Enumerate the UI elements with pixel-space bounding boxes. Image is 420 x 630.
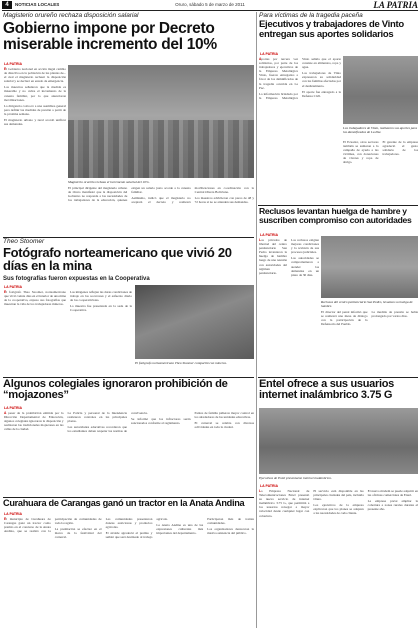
headline: Gobierno impone por Decreto miserable incremento del 10% xyxy=(3,21,217,53)
divider xyxy=(3,497,254,498)
body-text: El fotógrafo Theo Stoomer, norteamericano que vivió veinte días en el interior de una mina de la cooperativa, expuso sus fotografías que muestran la vida de los trabajadores mineros. Las imágenes reflejan las duras condiciones de trabajo en los socavones y el esfuerzo diario de los cooperativistas. La muestra fue presentada en la sede de la Cooperativa. xyxy=(4,290,132,313)
divider xyxy=(258,205,418,206)
photo xyxy=(135,285,254,359)
byline: LA PATRIA xyxy=(4,285,23,289)
photo-caption: Reclusos del centro penitenciario San Pedro, levantan su huelga de hambre. xyxy=(321,300,413,308)
photo-caption: Los trabajadores de Vinto, realizaron sus aportes para los damnificados de La Paz. xyxy=(343,126,418,134)
body-text: A pesar de la prohibición emitida por la Dirección Departamental de Educación, algunos colegiales ignoraron la disposición y realizaron las tradicionales mojazones en las calles de la ciudad. La Policía y personal de la Intendencia realizaron controles en las principales plazas. Las autoridades educativas recordaron que los estudiantes deben respetar las normas de convivencia. Se informó que los infractores serán sancionados conforme al reglamento. Padres de familia pidieron mayor control en los alrededores de las unidades educativas. El carnaval se celebra con diversas actividades en toda la ciudad. xyxy=(4,411,254,434)
body-text: Aportes por tercera vez solidarios, por parte de los trabajadores y ejecutivos de la Empresa Metalúrgica Vinto, fueron entregados a favor de los damnificados de la tragedia ocurrida en La Paz. La información brindada por la Empresa Metalúrgica Vinto señala que el aporte consiste en alimentos, ropa y agua. Los trabajadores de Vinto expresaron su solidaridad con las familias afectadas por el deslizamiento. El aporte fue entregado a la Defensa Civil. xyxy=(259,57,341,100)
deck: Sus fotografías fueron expuestas en la Cooperativa xyxy=(3,276,150,282)
photo-caption: Magisterio orureño rechaza el incremento salarial del 10%. xyxy=(68,180,150,184)
body-text-2: El director del penal informó que se realizará una mesa de diálogo con la participación de la Defensoría del Pueblo. La medida de presión se había prolongado por varios días. xyxy=(321,310,418,327)
photo-caption: Ejecutivos de Entel presentaron internet inalámbrico. xyxy=(259,476,332,480)
photo xyxy=(259,408,418,474)
body-text: Los privados de libertad del centro penitenciario San Pedro levantaron la huelga de hambre luego de una reunión con autoridades del régimen penitenciario. Los reclusos exigían mejores condiciones y la revisión de sus procesos judiciales. Las autoridades se comprometieron a atender las demandas en un plazo de 30 días. xyxy=(259,238,319,277)
byline: LA PATRIA xyxy=(4,512,23,516)
column-separator xyxy=(256,12,257,628)
kicker: Magisterio orureño rechaza disposición salarial xyxy=(3,12,139,19)
headline: Curahuara de Carangas ganó un tractor en la Anata Andina xyxy=(3,499,245,508)
brand-logo: LA PATRIA xyxy=(373,0,418,10)
photo-caption: El fotógrafo norteamericano Theo Stoomer compartió con mineros. xyxy=(135,361,227,365)
byline: LA PATRIA xyxy=(260,52,279,56)
headline: Reclusos levantan huelga de hambre y suscriben compromiso con autoridades xyxy=(259,207,412,225)
divider xyxy=(3,377,254,378)
headline: Algunos colegiales ignoraron prohibición de “mojazones” xyxy=(3,379,228,402)
byline: LA PATRIA xyxy=(4,406,23,410)
body-text: El Gobierno nacional en acción ilegal cambio de directiva en la población de las plantas de... el cual el magisterio rechazó la disposición salarial y se declaró en estado de emergencia. Los maestros señalaron que la medida es miserable y no cubre el incremento de la canasta familiar, por lo que anunciaron movilizaciones. La dirigencia convocó a una asamblea general para definir las medidas de presión a partir de la próxima semana. El magisterio urbano y rural acordó unificar sus demandas. xyxy=(4,67,66,127)
photo xyxy=(68,65,254,178)
kicker: Theo Stoomer xyxy=(3,238,45,245)
kicker: Para víctimas de la tragedia paceña xyxy=(259,12,363,19)
body-text-2: El principal dirigente del magisterio urbano de Oruro manifestó que la disposición del Gobierno no responde a las necesidades de los trabajadores de la educación, quienes exigen un salario justo acorde a la canasta familiar. Asimismo, indicó que el magisterio no aceptará el decreto y realizará movilizaciones en coordinación con la Central Obrera Boliviana. Los maestros advirtieron con paros de 48 y 72 horas si no se atienden sus demandas. xyxy=(68,186,254,205)
byline: LA PATRIA xyxy=(260,484,279,488)
body-text: La Empresa Nacional de Telecomunicaciones Entel presentó su nuevo servicio de internet inalámbrico 3.75 G, que permitirá a los usuarios navegar a mayor velocidad desde cualquier lugar con cobertura. El servicio está disponible en las principales ciudades del país, incluida Oruro. Los ejecutivos de la empresa explicaron que los planes se adaptan a las necesidades de cada cliente. El nuevo módem se puede adquirir en las oficinas comerciales de Entel. La empresa prevé ampliar la cobertura a zonas rurales durante el presente año. xyxy=(259,489,418,518)
headline: Entel ofrece a sus usuarios internet inalámbrico 3.75 G xyxy=(259,379,394,402)
date-line: Oruro, sábado 5 de marzo de 2011 xyxy=(175,2,245,7)
section-label: NOTICIAS LOCALES xyxy=(15,2,60,7)
masthead-rule xyxy=(2,10,418,11)
headline: Fotógrafo norteamericano que vivió 20 días en la mina xyxy=(3,246,232,273)
photo xyxy=(343,56,418,124)
body-text-2: El Ecuador, otros sectores también se sumaron a la campaña de ayuda a las víctimas, con donaciones de víveres y ropa de abrigo. El gerente de la empresa agradeció el gesto solidario de los trabajadores. xyxy=(343,140,418,165)
page-number-badge: 4 xyxy=(2,1,12,9)
body-text: El municipio de Curahuara de Carangas ganó un tractor como premio en el concurso de la Anata Andina, que se realizó con la participación de comunidades de toda la región. La premiación se efectuó en el marco de la festividad del carnaval. Las comunidades presentaron danzas autóctonas y productos agrícolas. El alcalde agradeció el premio y señaló que será destinado al trabajo agrícola. La Anata Andina es una de las expresiones culturales más importantes del departamento. Participaron más de treinta comunidades. Los organizadores destacaron la masiva asistencia del público. xyxy=(4,517,254,540)
photo xyxy=(321,236,418,298)
divider xyxy=(258,377,418,378)
byline: LA PATRIA xyxy=(260,233,279,237)
headline: Ejecutivos y trabajadores de Vinto entregan sus aportes solidarios xyxy=(259,20,404,40)
byline: LA PATRIA xyxy=(4,62,23,66)
